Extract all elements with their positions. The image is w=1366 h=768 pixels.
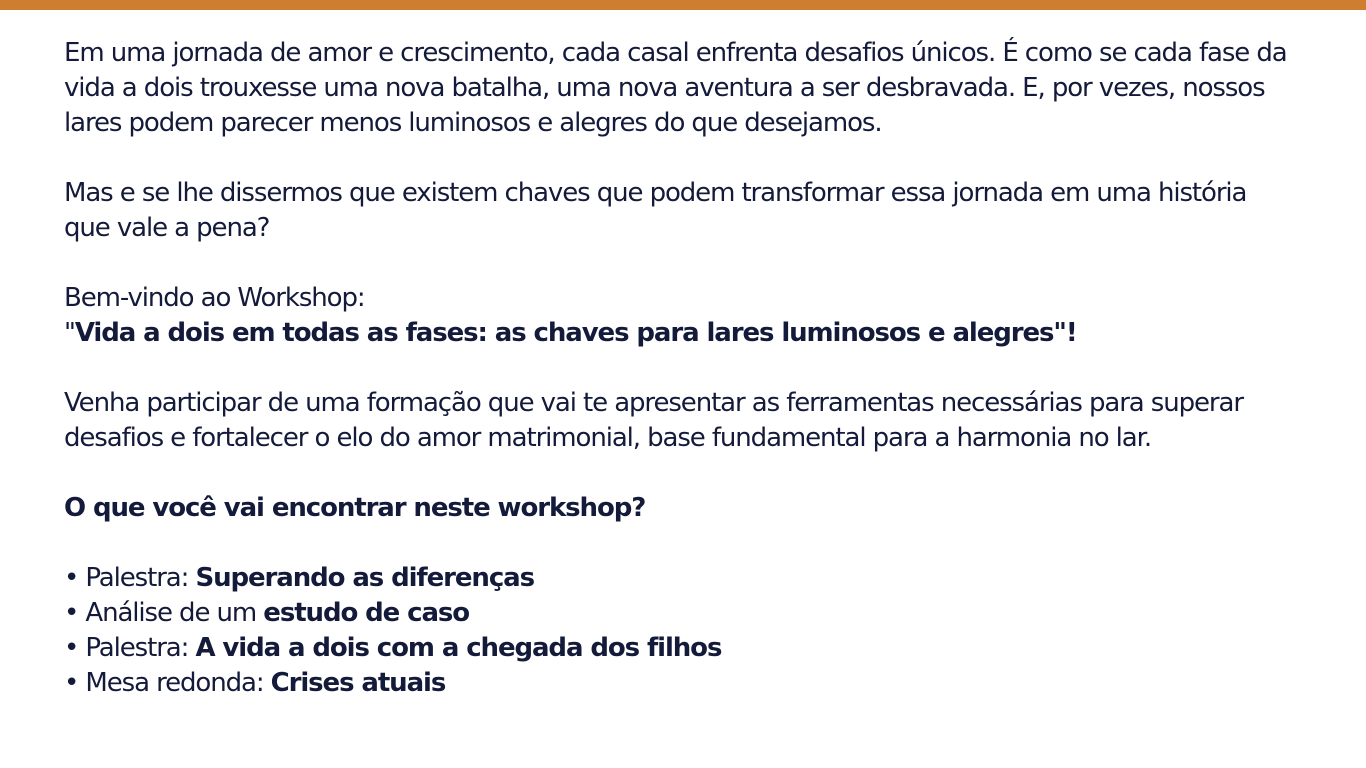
- welcome-line: Bem-vindo ao Workshop:: [64, 283, 365, 313]
- agenda-item-highlight: Superando as diferenças: [195, 563, 534, 593]
- agenda-item-prefix: • Mesa redonda:: [64, 668, 271, 698]
- agenda-item: [64, 631, 1294, 666]
- agenda-item: [64, 561, 1294, 596]
- agenda-item-highlight: Crises atuais: [270, 668, 446, 698]
- title-quote-open: ": [64, 318, 75, 348]
- workshop-title: Vida a dois em todas as fases: as chaves para lares luminosos e alegres: [74, 318, 1054, 348]
- intro-paragraph-1: Em uma jornada de amor e crescimento, cada casal enfrenta desafios únicos. É como se cada fase da vida a dois trouxesse uma nova batalha, uma nova aventura a ser desbravada. E, por vezes, nossos lares podem parecer menos luminosos e alegres do que desejamos.: [64, 38, 1287, 138]
- invitation-paragraph: Venha participar de uma formação que vai te apresentar as ferramentas necessárias para superar desafios e fortalecer o elo do amor matrimonial, base fundamental para a harmonia no lar.: [64, 388, 1243, 453]
- agenda-item: [64, 666, 1294, 701]
- workshop-title-line: [64, 316, 1294, 351]
- agenda-item: [64, 596, 1294, 631]
- agenda-item-prefix: • Palestra:: [64, 563, 196, 593]
- agenda-heading: O que você vai encontrar neste workshop?: [64, 493, 646, 523]
- agenda-item-prefix: • Palestra:: [64, 633, 196, 663]
- agenda-item-highlight: estudo de caso: [263, 598, 470, 628]
- page-content: [64, 36, 1294, 701]
- intro-paragraph-2: Mas e se lhe dissermos que existem chaves que podem transformar essa jornada em uma história que vale a pena?: [64, 178, 1247, 243]
- agenda-list: [64, 561, 1294, 701]
- agenda-item-prefix: • Análise de um: [64, 598, 264, 628]
- welcome-block: [64, 281, 1294, 351]
- agenda-item-highlight: A vida a dois com a chegada dos filhos: [195, 633, 722, 663]
- title-quote-close: "!: [1053, 318, 1077, 348]
- top-accent-bar: [0, 0, 1366, 10]
